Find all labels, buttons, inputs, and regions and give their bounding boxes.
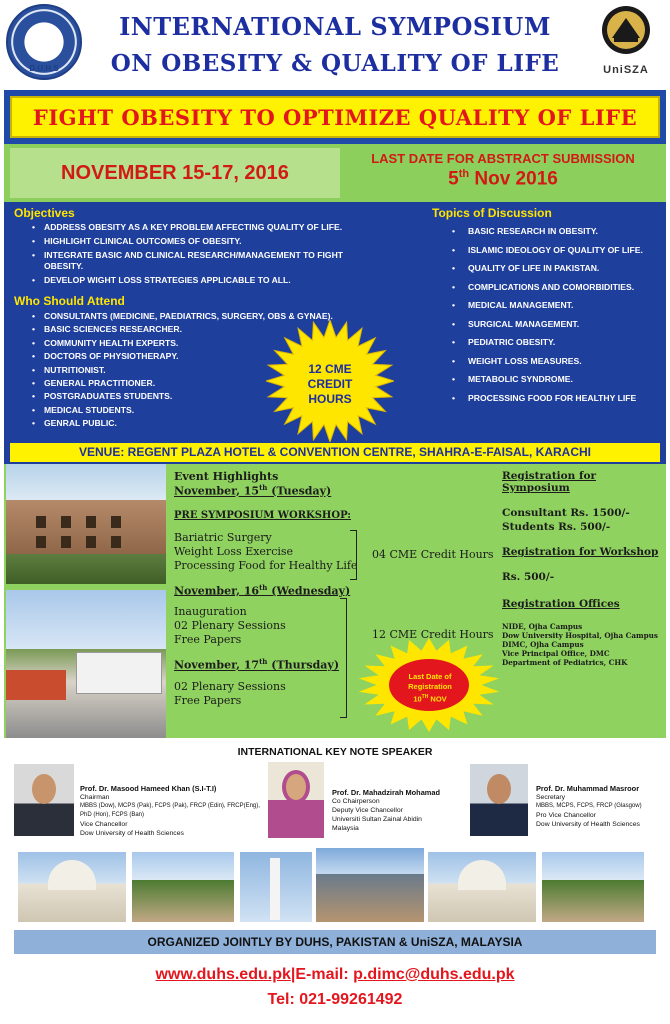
- avatar: [268, 762, 324, 838]
- reg-star-line2: Registration: [408, 682, 452, 691]
- abstract-deadline-label: LAST DATE FOR ABSTRACT SUBMISSION: [371, 151, 635, 166]
- mazar-photo-2: [428, 852, 536, 922]
- cme-star-line2: CREDIT: [307, 377, 353, 391]
- cme-star-line1: 12 CME: [308, 362, 352, 376]
- list-item: • CONSULTANTS (MEDICINE, PAEDIATRICS, SURGERY, OBS & GYNAE).: [14, 311, 374, 322]
- list-item: • ADDRESS OBESITY AS A KEY PROBLEM AFFECTING QUALITY OF LIFE.: [14, 222, 374, 233]
- speaker-2: [332, 788, 462, 833]
- workshop-cme: 04 CME Credit Hours: [372, 548, 494, 561]
- office-item: Vice Principal Office, DMC: [502, 649, 610, 658]
- telephone: Tel: 021-99261492: [267, 991, 403, 1008]
- mosque-photo: [132, 852, 234, 922]
- abstract-deadline: [345, 148, 661, 198]
- office-item: Department of Pediatrics, CHK: [502, 658, 628, 667]
- reg-star-day: 10: [413, 694, 422, 704]
- registration-starburst-text: [400, 672, 460, 705]
- abstract-month-year: Nov 2016: [469, 168, 558, 190]
- day2-item: 02 Plenary Sessions: [174, 619, 286, 633]
- event-highlights-heading: Event Highlights: [174, 470, 279, 483]
- registration-offices-heading: Registration Offices: [502, 598, 620, 610]
- student-fee: Students Rs. 500/-: [502, 521, 611, 533]
- reg-star-line3: [400, 692, 460, 705]
- speaker-line: Dow University of Health Sciences: [536, 821, 640, 828]
- speaker-line: Deputy Vice Chancellor: [332, 807, 403, 814]
- reg-star-line1: Last Date of: [408, 672, 452, 681]
- unisza-logo: [592, 4, 660, 64]
- speaker-line: MBBS (Dow), MCPS (Pak), FCPS (Pak), FRCP (Edin), FRCP(Eng),: [80, 803, 260, 809]
- day1-date-suffix: th: [259, 483, 268, 492]
- abstract-day: 5: [448, 168, 459, 190]
- list-item: • ISLAMIC IDEOLOGY OF QUALITY OF LIFE.: [436, 245, 661, 256]
- speaker-line: MBBS, MCPS, FCPS, FRCP (Glasgow): [536, 803, 642, 809]
- registration-panel: [502, 470, 662, 667]
- day2-item: Free Papers: [174, 633, 242, 647]
- list-item: • MEDICAL MANAGEMENT.: [436, 300, 661, 311]
- avatar: [14, 764, 74, 836]
- page-title-line1: INTERNATIONAL SYMPOSIUM: [119, 12, 551, 41]
- office-item: NIDE, Ojha Campus: [502, 622, 583, 631]
- objectives-list: [14, 222, 374, 289]
- list-item: • MEDICAL STUDENTS.: [14, 405, 374, 416]
- list-item: • HIGHLIGHT CLINICAL OUTCOMES OF OBESITY.: [14, 236, 374, 247]
- list-item: • GENERAL PRACTITIONER.: [14, 378, 374, 389]
- speaker-1: [80, 784, 270, 838]
- keynote-title: INTERNATIONAL KEY NOTE SPEAKER: [237, 746, 433, 758]
- symposium-registration-heading: Registration for Symposium: [502, 470, 597, 494]
- mazar-photo: [18, 852, 126, 922]
- cme-star-line3: HOURS: [308, 392, 352, 406]
- list-item: • POSTGRADUATES STUDENTS.: [14, 391, 374, 402]
- list-item: • PROCESSING FOOD FOR HEALTHY LIFE: [436, 393, 661, 404]
- day3-item: Free Papers: [174, 693, 242, 707]
- event-dates: NOVEMBER 15-17, 2016: [10, 148, 340, 198]
- list-item: • SURGICAL MANAGEMENT.: [436, 319, 661, 330]
- list-item: • QUALITY OF LIFE IN PAKISTAN.: [436, 263, 661, 274]
- speaker-3: [536, 784, 660, 829]
- speaker-line: Secretary: [536, 794, 566, 801]
- list-item: • BASIC RESEARCH IN OBESITY.: [436, 226, 661, 237]
- day2-item: Inauguration: [174, 605, 247, 619]
- consultant-fee: Consultant Rs. 1500/-: [502, 507, 630, 519]
- list-item: • DEVELOP WIGHT LOSS STRATEGIES APPLICABLE TO ALL.: [14, 275, 374, 286]
- list-item: • BASIC SCIENCES RESEARCHER.: [14, 324, 374, 335]
- contact-separator: |: [290, 966, 296, 983]
- workshop-brace: [350, 530, 357, 580]
- day2-weekday: (Wednesday): [267, 584, 351, 598]
- reg-star-month: NOV: [428, 694, 447, 704]
- symposium-cme: 12 CME Credit Hours: [372, 628, 494, 641]
- website-link[interactable]: www.duhs.edu.pk: [155, 966, 291, 983]
- day1-date: [174, 483, 494, 498]
- contact-line: [0, 966, 670, 984]
- workshop-item: Processing Food for Healthy Life: [174, 558, 358, 572]
- slogan-banner: FIGHT OBESITY TO OPTIMIZE QUALITY OF LIFE: [10, 96, 660, 138]
- speaker-line: Malaysia: [332, 825, 359, 832]
- speaker-line: Vice Chancellor: [80, 821, 128, 828]
- duhs-logo-label: D.U.H.S: [29, 64, 59, 73]
- list-item: • COMPLICATIONS AND COMORBIDITIES.: [436, 282, 661, 293]
- speaker-line: PhD (Hon), FCPS (Ban): [80, 812, 145, 818]
- list-item: • WEIGHT LOSS MEASURES.: [436, 356, 661, 367]
- day3-date-text: November, 17: [174, 658, 260, 672]
- email-label: E-mail:: [295, 966, 354, 983]
- page-title-line2: ON OBESITY & QUALITY OF LIFE: [110, 50, 560, 77]
- objectives-heading: Objectives: [14, 206, 75, 220]
- list-item: • GENRAL PUBLIC.: [14, 418, 374, 429]
- office-item: Dow University Hospital, Ojha Campus: [502, 631, 658, 640]
- day1-weekday: (Tuesday): [267, 484, 332, 498]
- workshop-fee: Rs. 500/-: [502, 571, 555, 583]
- symposium-brace: [340, 598, 347, 718]
- speakers-row: [10, 762, 660, 842]
- list-item: • DOCTORS OF PHYSIOTHERAPY.: [14, 351, 374, 362]
- list-item: • NUTRITIONIST.: [14, 365, 374, 376]
- mosque-photo-2: [542, 852, 644, 922]
- speaker-name: Prof. Dr. Masood Hameed Khan (S.I-T.I): [80, 784, 217, 793]
- speaker-name: Prof. Dr. Muhammad Masroor: [536, 784, 640, 793]
- day2-date-suffix: th: [259, 582, 268, 592]
- abstract-day-suffix: th: [458, 168, 470, 180]
- day3-date-suffix: th: [259, 657, 268, 667]
- university-building-photo: [6, 464, 166, 584]
- workshop-item: Weight Loss Exercise: [174, 544, 294, 558]
- abstract-deadline-date: [345, 168, 661, 190]
- speaker-line: Co Chairperson: [332, 798, 380, 805]
- topics-heading: Topics of Discussion: [432, 206, 552, 220]
- list-item: • INTEGRATE BASIC AND CLINICAL RESEARCH/MANAGEMENT TO FIGHT OBESITY.: [14, 250, 374, 272]
- workshop-registration-heading: Registration for Workshop: [502, 546, 659, 558]
- skyline-photo: [316, 848, 424, 922]
- list-item: • PEDIATRIC OBESITY.: [436, 337, 661, 348]
- workshop-label: PRE SYMPOSIUM WORKSHOP:: [174, 509, 351, 521]
- cme-starburst-text: [290, 362, 370, 407]
- speaker-line: Dow University of Health Sciences: [80, 830, 184, 837]
- speaker-name: Prof. Dr. Mahadzirah Mohamad: [332, 788, 441, 797]
- speaker-line: Pro Vice Chancellor: [536, 812, 596, 819]
- list-item: • COMMUNITY HEALTH EXPERTS.: [14, 338, 374, 349]
- venue-bar: VENUE: REGENT PLAZA HOTEL & CONVENTION CENTRE, SHAHRA-E-FAISAL, KARACHI: [10, 443, 660, 462]
- speaker-line: Universiti Sultan Zainal Abidin: [332, 816, 422, 823]
- unisza-logo-label: UniSZA: [603, 64, 649, 76]
- day3-weekday: (Thursday): [267, 658, 340, 672]
- email-link[interactable]: p.dimc@duhs.edu.pk: [353, 966, 515, 983]
- day2-date-text: November, 16: [174, 584, 260, 598]
- avatar: [470, 764, 528, 836]
- topics-list: [436, 226, 661, 411]
- who-should-attend-heading: Who Should Attend: [14, 294, 125, 308]
- workshop-item: Bariatric Surgery: [174, 530, 272, 544]
- day1-date-text: November, 15: [174, 484, 260, 498]
- reg-star-suffix: TH: [421, 694, 429, 700]
- speaker-line: Chairman: [80, 794, 110, 801]
- organizers-bar: ORGANIZED JOINTLY BY DUHS, PAKISTAN & UniSZA, MALAYSIA: [14, 930, 656, 954]
- list-item: • METABOLIC SYNDROME.: [436, 374, 661, 385]
- minar-photo: [240, 852, 312, 922]
- office-item: DIMC, Ojha Campus: [502, 640, 584, 649]
- unisza-campus-photo: [6, 590, 166, 738]
- day2-date: [174, 583, 494, 598]
- day3-item: 02 Plenary Sessions: [174, 679, 286, 693]
